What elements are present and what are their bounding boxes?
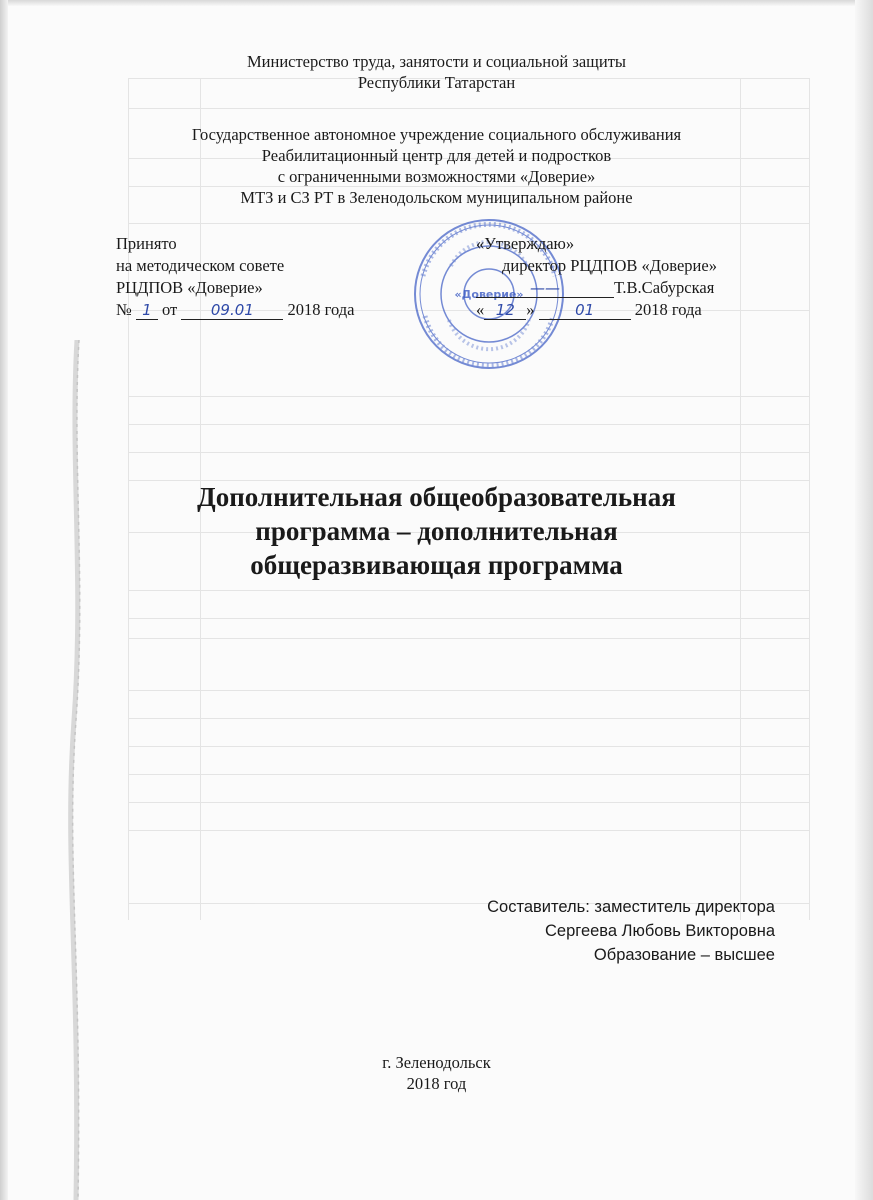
institution-line-1: Государственное автономное учреждение социального обслуживания (191, 125, 682, 144)
seal-center-text: «Доверие» (454, 288, 524, 301)
protocol-date: 09.01 (181, 302, 283, 320)
protocol-number: 1 (136, 302, 158, 320)
ministry-header (0, 51, 873, 93)
approved-line-2: директор РЦДПОВ «Доверие» (502, 256, 717, 275)
director-signature: —— (476, 280, 614, 298)
year: 2018 год (406, 1074, 467, 1093)
author-line-2: Сергеева Любовь Викторовна (545, 922, 775, 940)
approved-block (452, 233, 717, 321)
accepted-protocol-line (116, 299, 354, 321)
title-line-1: Дополнительная общеобразовательная (197, 482, 676, 512)
author-line-1: Составитель: заместитель директора (487, 898, 775, 916)
approved-line-1: «Утверждаю» (476, 234, 575, 253)
title-line-2: программа – дополнительная (255, 516, 618, 546)
ministry-line-2: Республики Татарстан (357, 73, 516, 92)
accepted-line-1: Принято (116, 234, 177, 253)
approved-signature-line (452, 277, 717, 299)
director-name: Т.В.Сабурская (614, 278, 715, 297)
accepted-line-3: РЦДПОВ «Доверие» (116, 278, 263, 297)
institution-header (0, 124, 873, 208)
quote-close: » (526, 300, 535, 319)
place-and-year (0, 1052, 873, 1094)
author-block (487, 895, 775, 967)
approved-year: 2018 года (634, 300, 702, 319)
approval-month: 01 (539, 302, 631, 320)
city: г. Зеленодольск (382, 1053, 491, 1072)
accepted-year: 2018 года (287, 300, 355, 319)
quote-open: « (476, 300, 485, 319)
institution-line-4: МТЗ и СЗ РТ в Зеленодольском муниципальном районе (240, 188, 633, 207)
document-title (0, 480, 873, 582)
institution-line-3: с ограниченными возможностями «Доверие» (277, 167, 596, 186)
number-prefix: № (116, 300, 132, 319)
approval-day: 12 (484, 302, 526, 320)
ministry-line-1: Министерство труда, занятости и социальной защиты (246, 52, 626, 71)
title-line-3: общеразвивающая программа (250, 550, 623, 580)
accepted-line-2: на методическом совете (116, 256, 285, 275)
institution-line-2: Реабилитационный центр для детей и подростков (261, 146, 612, 165)
paper-top-edge (0, 0, 873, 6)
accepted-block (116, 233, 354, 321)
author-line-3: Образование – высшее (593, 946, 775, 964)
approved-date-line (452, 299, 717, 321)
from-label: от (162, 300, 178, 319)
